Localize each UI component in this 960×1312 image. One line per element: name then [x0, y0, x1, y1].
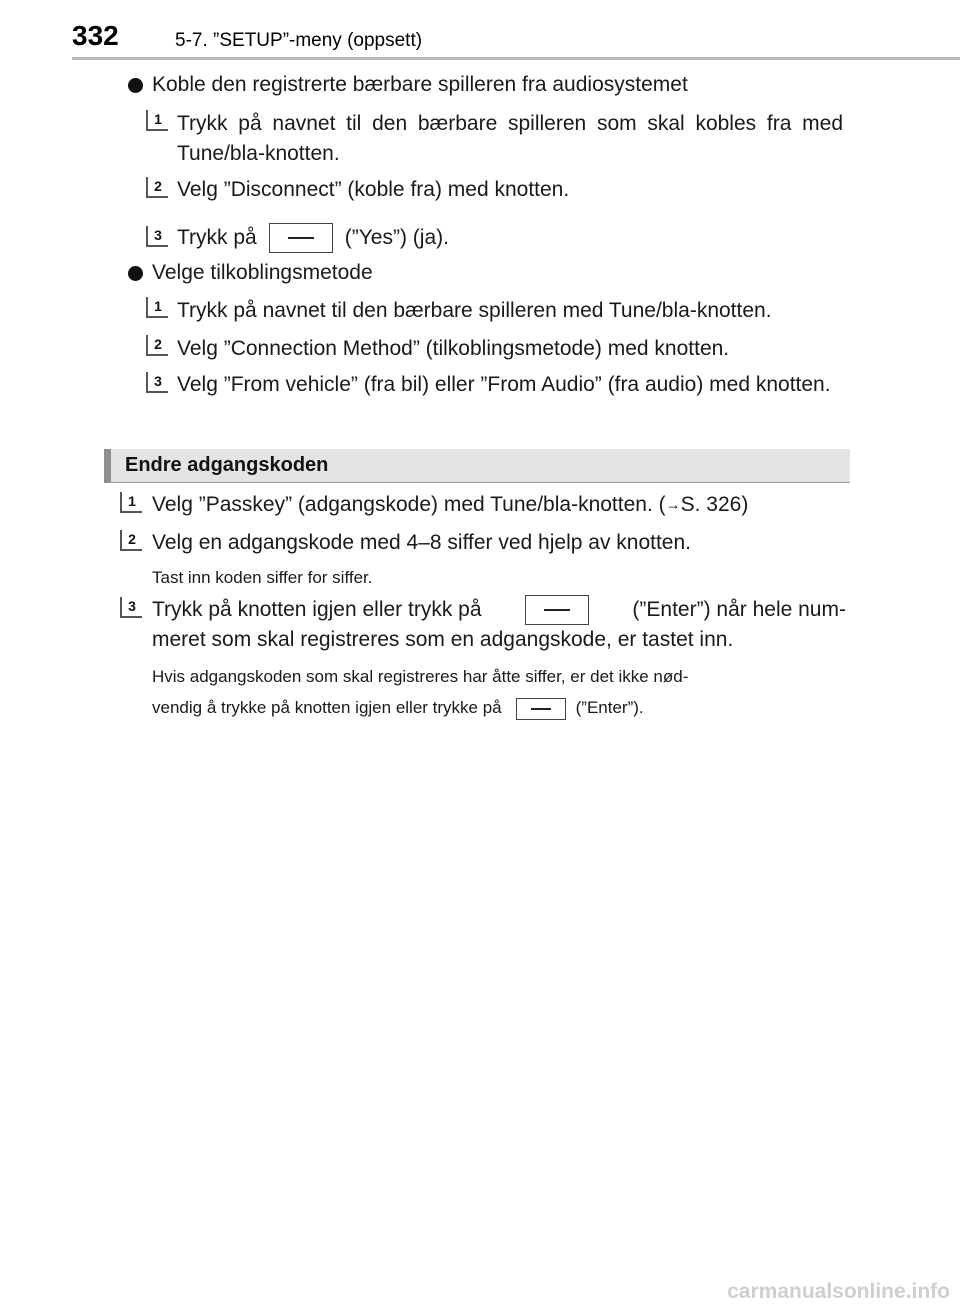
step-text: Velg ”Connection Method” (tilkoblingsmetode) med knotten.: [177, 337, 730, 360]
step-text: Velg ”Disconnect” (koble fra) med knotten.: [177, 178, 570, 201]
enter-button-icon: [516, 698, 566, 720]
step-text-line: [152, 595, 846, 625]
note-text-before: vendig å trykke på knotten igjen eller trykke på: [152, 698, 502, 717]
step-number: 3: [146, 226, 168, 247]
step-text: [177, 223, 449, 253]
step-number: 2: [120, 530, 142, 551]
step-text: Trykk på navnet til den bærbare spilleren med Tune/bla-knotten.: [177, 299, 772, 322]
step-note: Tast inn koden siffer for siffer.: [152, 568, 373, 587]
enter-button-icon: [525, 595, 589, 625]
arrow-icon: →: [665, 496, 681, 514]
step-number: 3: [120, 597, 142, 618]
step-number: 2: [146, 335, 168, 356]
step-text-after: S. 326): [680, 493, 749, 516]
header-rule: [72, 57, 960, 60]
note-text-after: (”Enter”).: [575, 698, 644, 717]
step-number: 3: [146, 372, 168, 393]
step-number: 1: [120, 492, 142, 513]
step-text: Velg ”From vehicle” (fra bil) eller ”From Audio” (fra audio) med knotten.: [177, 373, 831, 396]
step-text-line: meret som skal registreres som en adgangskode, er tastet inn.: [152, 628, 734, 651]
section-title: Endre adgangskoden: [125, 454, 329, 476]
section-heading-disconnect: Koble den registrerte bærbare spilleren fra audiosystemet: [152, 73, 688, 96]
step-number: 1: [146, 110, 168, 131]
watermark: carmanualsonline.info: [727, 1280, 950, 1303]
step-text: Trykk på navnet til den bærbare spilleren som skal kobles fra med Tune/bla-knotten.: [177, 112, 843, 165]
bullet-icon: [128, 78, 143, 93]
step-text-before: Trykk på: [177, 226, 257, 249]
section-title-bar: [104, 449, 850, 483]
step-note-line: [152, 692, 644, 723]
yes-button-icon: [269, 223, 333, 253]
step-number: 2: [146, 177, 168, 198]
step-text-after: (”Yes”) (ja).: [344, 226, 449, 249]
step-text: [152, 490, 748, 520]
chapter-title: 5-7. ”SETUP”-meny (oppsett): [175, 30, 423, 51]
step-text: Velg en adgangskode med 4–8 siffer ved hjelp av knotten.: [152, 531, 691, 554]
page-number: 332: [72, 20, 119, 51]
step-text-before: Trykk på knotten igjen eller trykk på: [152, 598, 482, 621]
step-text-after: (”Enter”) når hele num-: [632, 598, 846, 621]
bullet-icon: [128, 266, 143, 281]
step-number: 1: [146, 297, 168, 318]
step-text-before: Velg ”Passkey” (adgangskode) med Tune/bla-knotten. (: [152, 493, 666, 516]
step-note-line: Hvis adgangskoden som skal registreres har åtte siffer, er det ikke nød-: [152, 667, 689, 686]
section-heading-connection: Velge tilkoblingsmetode: [152, 261, 373, 284]
page-header: [72, 20, 942, 60]
